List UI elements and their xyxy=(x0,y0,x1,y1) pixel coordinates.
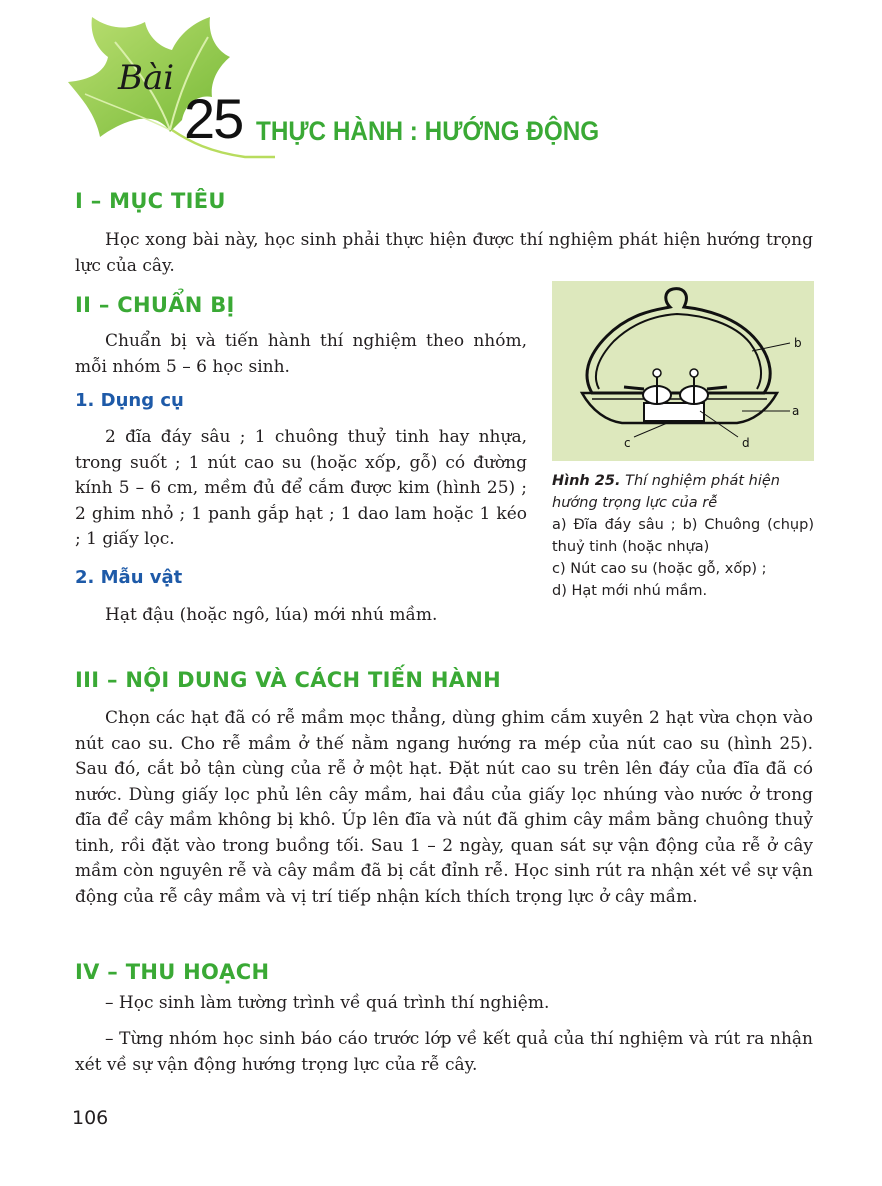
lesson-label: Bài xyxy=(118,58,175,98)
lesson-number: 25 xyxy=(184,87,243,150)
procedure-paragraph: Chọn các hạt đã có rễ mầm mọc thẳng, dùng ghim cắm xuyên 2 hạt vừa chọn vào nút cao su. Cho rễ mầm ở thế nằm ngang hướng ra mép của nút cao su (hình 25). Sau đó, cắt bỏ tận cùng của rễ ở một hạt. Đặt nút cao su trên lên đáy của đĩa đã có nước. Dùng giấy lọc phủ lên cây mầm, hai đầu của giấy lọc nhúng vào nước ở trong đĩa để cây mầm không bị khô. Úp lên đĩa và nút đã ghim cây mầm bằng chuông thuỷ tinh, rồi đặt vào trong buồng tối. Sau 1 – 2 ngày, quan sát sự vận động của rễ ở cây mầm còn nguyên rễ và cây mầm đã bị cắt đỉnh rễ. Học sinh rút ra nhận xét về sự vận động của rễ cây mầm và vị trí tiếp nhận kích thích trọng lực ở cây mầm. xyxy=(75,708,813,907)
subheading-specimens: 2. Mẫu vật xyxy=(75,567,183,588)
page-title: THỰC HÀNH : HƯỚNG ĐỘNG xyxy=(256,116,600,146)
figure-label-b: b xyxy=(794,336,802,350)
specimens-paragraph: Hạt đậu (hoặc ngô, lúa) mới nhú mầm. xyxy=(105,605,438,625)
tools-paragraph: 2 đĩa đáy sâu ; 1 chuông thuỷ tinh hay nhựa, trong suốt ; 1 nút cao su (hoặc xốp, gỗ) có đường kính 5 – 6 cm, mềm đủ để cắm được kim (hình 25) ; 2 ghim nhỏ ; 1 panh gắp hạt ; 1 dao lam hoặc 1 kéo ; 1 giấy lọc. xyxy=(75,427,527,549)
results-item: – Từng nhóm học sinh báo cáo trước lớp về kết quả của thí nghiệm và rút ra nhận xét về sự vận động hướng trọng lực của rễ cây. xyxy=(75,1029,813,1075)
figure-number: Hình 25. xyxy=(552,473,621,489)
figure-label-d: d xyxy=(742,436,750,450)
preparation-paragraph: Chuẩn bị và tiến hành thí nghiệm theo nhóm, mỗi nhóm 5 – 6 học sinh. xyxy=(75,331,527,377)
objectives-paragraph: Học xong bài này, học sinh phải thực hiện được thí nghiệm phát hiện hướng trọng lực của cây. xyxy=(75,230,813,276)
figure-label-c: c xyxy=(624,436,631,450)
figure-caption-item: c) Nút cao su (hoặc gỗ, xốp) ; xyxy=(552,561,767,577)
figure-label-a: a xyxy=(792,404,800,418)
figure-25-illustration xyxy=(552,281,814,461)
figure-caption-text: Thí nghiệm phát hiện hướng trọng lực của rễ xyxy=(552,473,780,511)
section-heading-procedure: III – NỘI DUNG VÀ CÁCH TIẾN HÀNH xyxy=(75,668,502,692)
page-number: 106 xyxy=(72,1107,109,1129)
figure-caption-title xyxy=(552,470,814,514)
figure-caption xyxy=(552,470,814,602)
section-heading-preparation: II – CHUẨN BỊ xyxy=(75,293,235,317)
section-heading-objectives: I – MỤC TIÊU xyxy=(75,189,226,213)
figure-caption-item: d) Hạt mới nhú mầm. xyxy=(552,583,708,599)
results-item: – Học sinh làm tường trình về quá trình thí nghiệm. xyxy=(105,993,550,1013)
subheading-tools: 1. Dụng cụ xyxy=(75,390,184,411)
figure-caption-item: a) Đĩa đáy sâu ; b) Chuông (chụp) thuỷ tinh (hoặc nhựa) xyxy=(552,517,814,555)
section-heading-results: IV – THU HOẠCH xyxy=(75,960,270,984)
bell-jar-diagram xyxy=(552,281,814,461)
